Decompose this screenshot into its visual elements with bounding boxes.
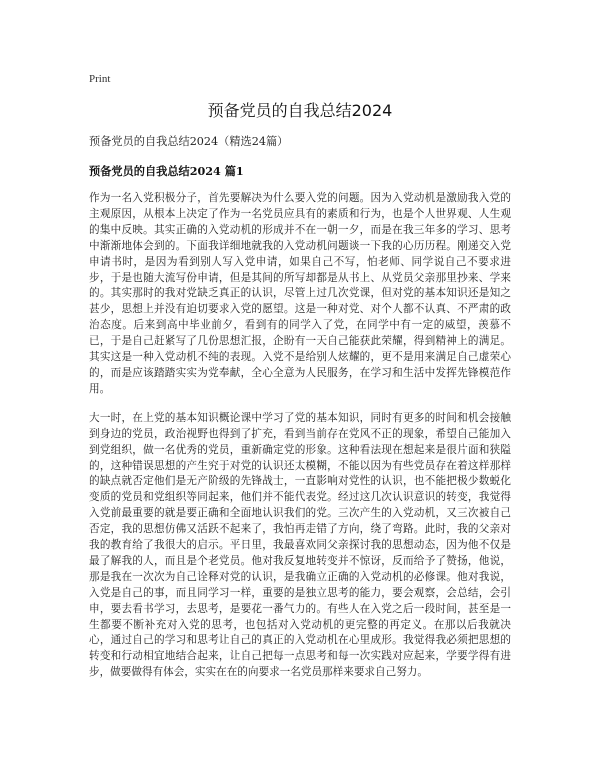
paragraph-1: 作为一名入党积极分子，首先要解决为什么要入党的问题。因为入党动机是激励我入党的主观原因，从根本上决定了作为一名党员应具有的素质和行为，也是个人世界观、人生观的集中反映。其实正确的入党动机的形成并不在一朝一夕，而是在我三年多的学习、思考中渐渐地体会到的。下面我详细地就我的入党动机问题谈一下我的心历历程。刚递交入党申请书时，是因为看到别人写入党申请，如果自己不写，怕老师、同学说自己不要求进步，于是也随大流写份申请，但是其间的所写却都是从书上、从党员父亲那里抄来、学来的。其实那时的我对党缺乏真正的认识，尽管上过几次党课，但对党的基本知识还是知之甚少，思想上并没有迫切要求入党的愿望。这是一种对党、对个人都不认真、不严肃的政治态度。后来到高中毕业前夕，看到有的同学入了党，在同学中有一定的威望，羡慕不已，于是自己赶紧写了几份思想汇报，企盼有一天自己能获此荣耀，得到精神上的满足。其实这是一种入党动机不纯的表现。入党不是给别人炫耀的，更不是用来满足自己虚荣心的，而是应该踏踏实实为党奉献，全心全意为人民服务，在学习和生活中发挥先锋模范作用。 — [89, 192, 511, 395]
document-title: 预备党员的自我总结2024 — [207, 101, 393, 120]
paragraph-2: 大一时，在上党的基本知识概论课中学习了党的基本知识，同时有更多的时间和机会接触到身边的党员，政治视野也得到了扩充，看到当前存在党风不正的现象，希望自己能加入到党组织，做一名优秀的党员，重新确定党的形象。这种看法现在想起来是很片面和狭隘的，这种错误思想的产生究于对党的认识还太模糊，不能以因为有些党员存在着这样那样的缺点就否定他们是无产阶级的先锋战士，一直影响对党性的认识，也不能把极少数蜕化变质的党员和党组织等同起来，他们并不能代表党。经过这几次认识意识的转变，我觉得入党前最重要的就是要正确和全面地认识我们的党。三次产生的入党动机，又三次被自己否定，我的思想仿佛又活跃不起来了，我怕再走错了方向，绕了弯路。此时，我的父亲对我的教育给了我很大的启示。平日里，我最喜欢同父亲探讨我的思想动态，因为他不仅是最了解我的人，而且是个老党员。他对我反复地转变并不惊讶，反而给予了赞扬，他说，那是我在一次次为自己诠释对党的认识，是我确立正确的入党动机的必修课。他对我说，入党是自己的事，而且同学习一样，重要的是独立思考的能力，要会观察，会总结，会引申，要去看书学习，去思考，是要花一番气力的。有些人在入党之后一段时间，甚至是一生都要不断补充对入党的思考，也包括对入党动机的更完整的再定义。在那以后我就决心，通过自己的学习和思考让自己的真正的入党动机在心里成形。我觉得我必须把思想的转变和行动相宜地结合起来，让自己把每一点思考和每一次实践对应起来，学要学得有进步，做要做得有体会，实实在在的向要求一名党员那样来要求自己努力。 — [89, 411, 511, 679]
section-heading: 预备党员的自我总结2024 篇1 — [89, 164, 244, 178]
print-label: Print — [89, 73, 111, 85]
document-subtitle: 预备党员的自我总结2024（精选24篇） — [89, 135, 289, 148]
